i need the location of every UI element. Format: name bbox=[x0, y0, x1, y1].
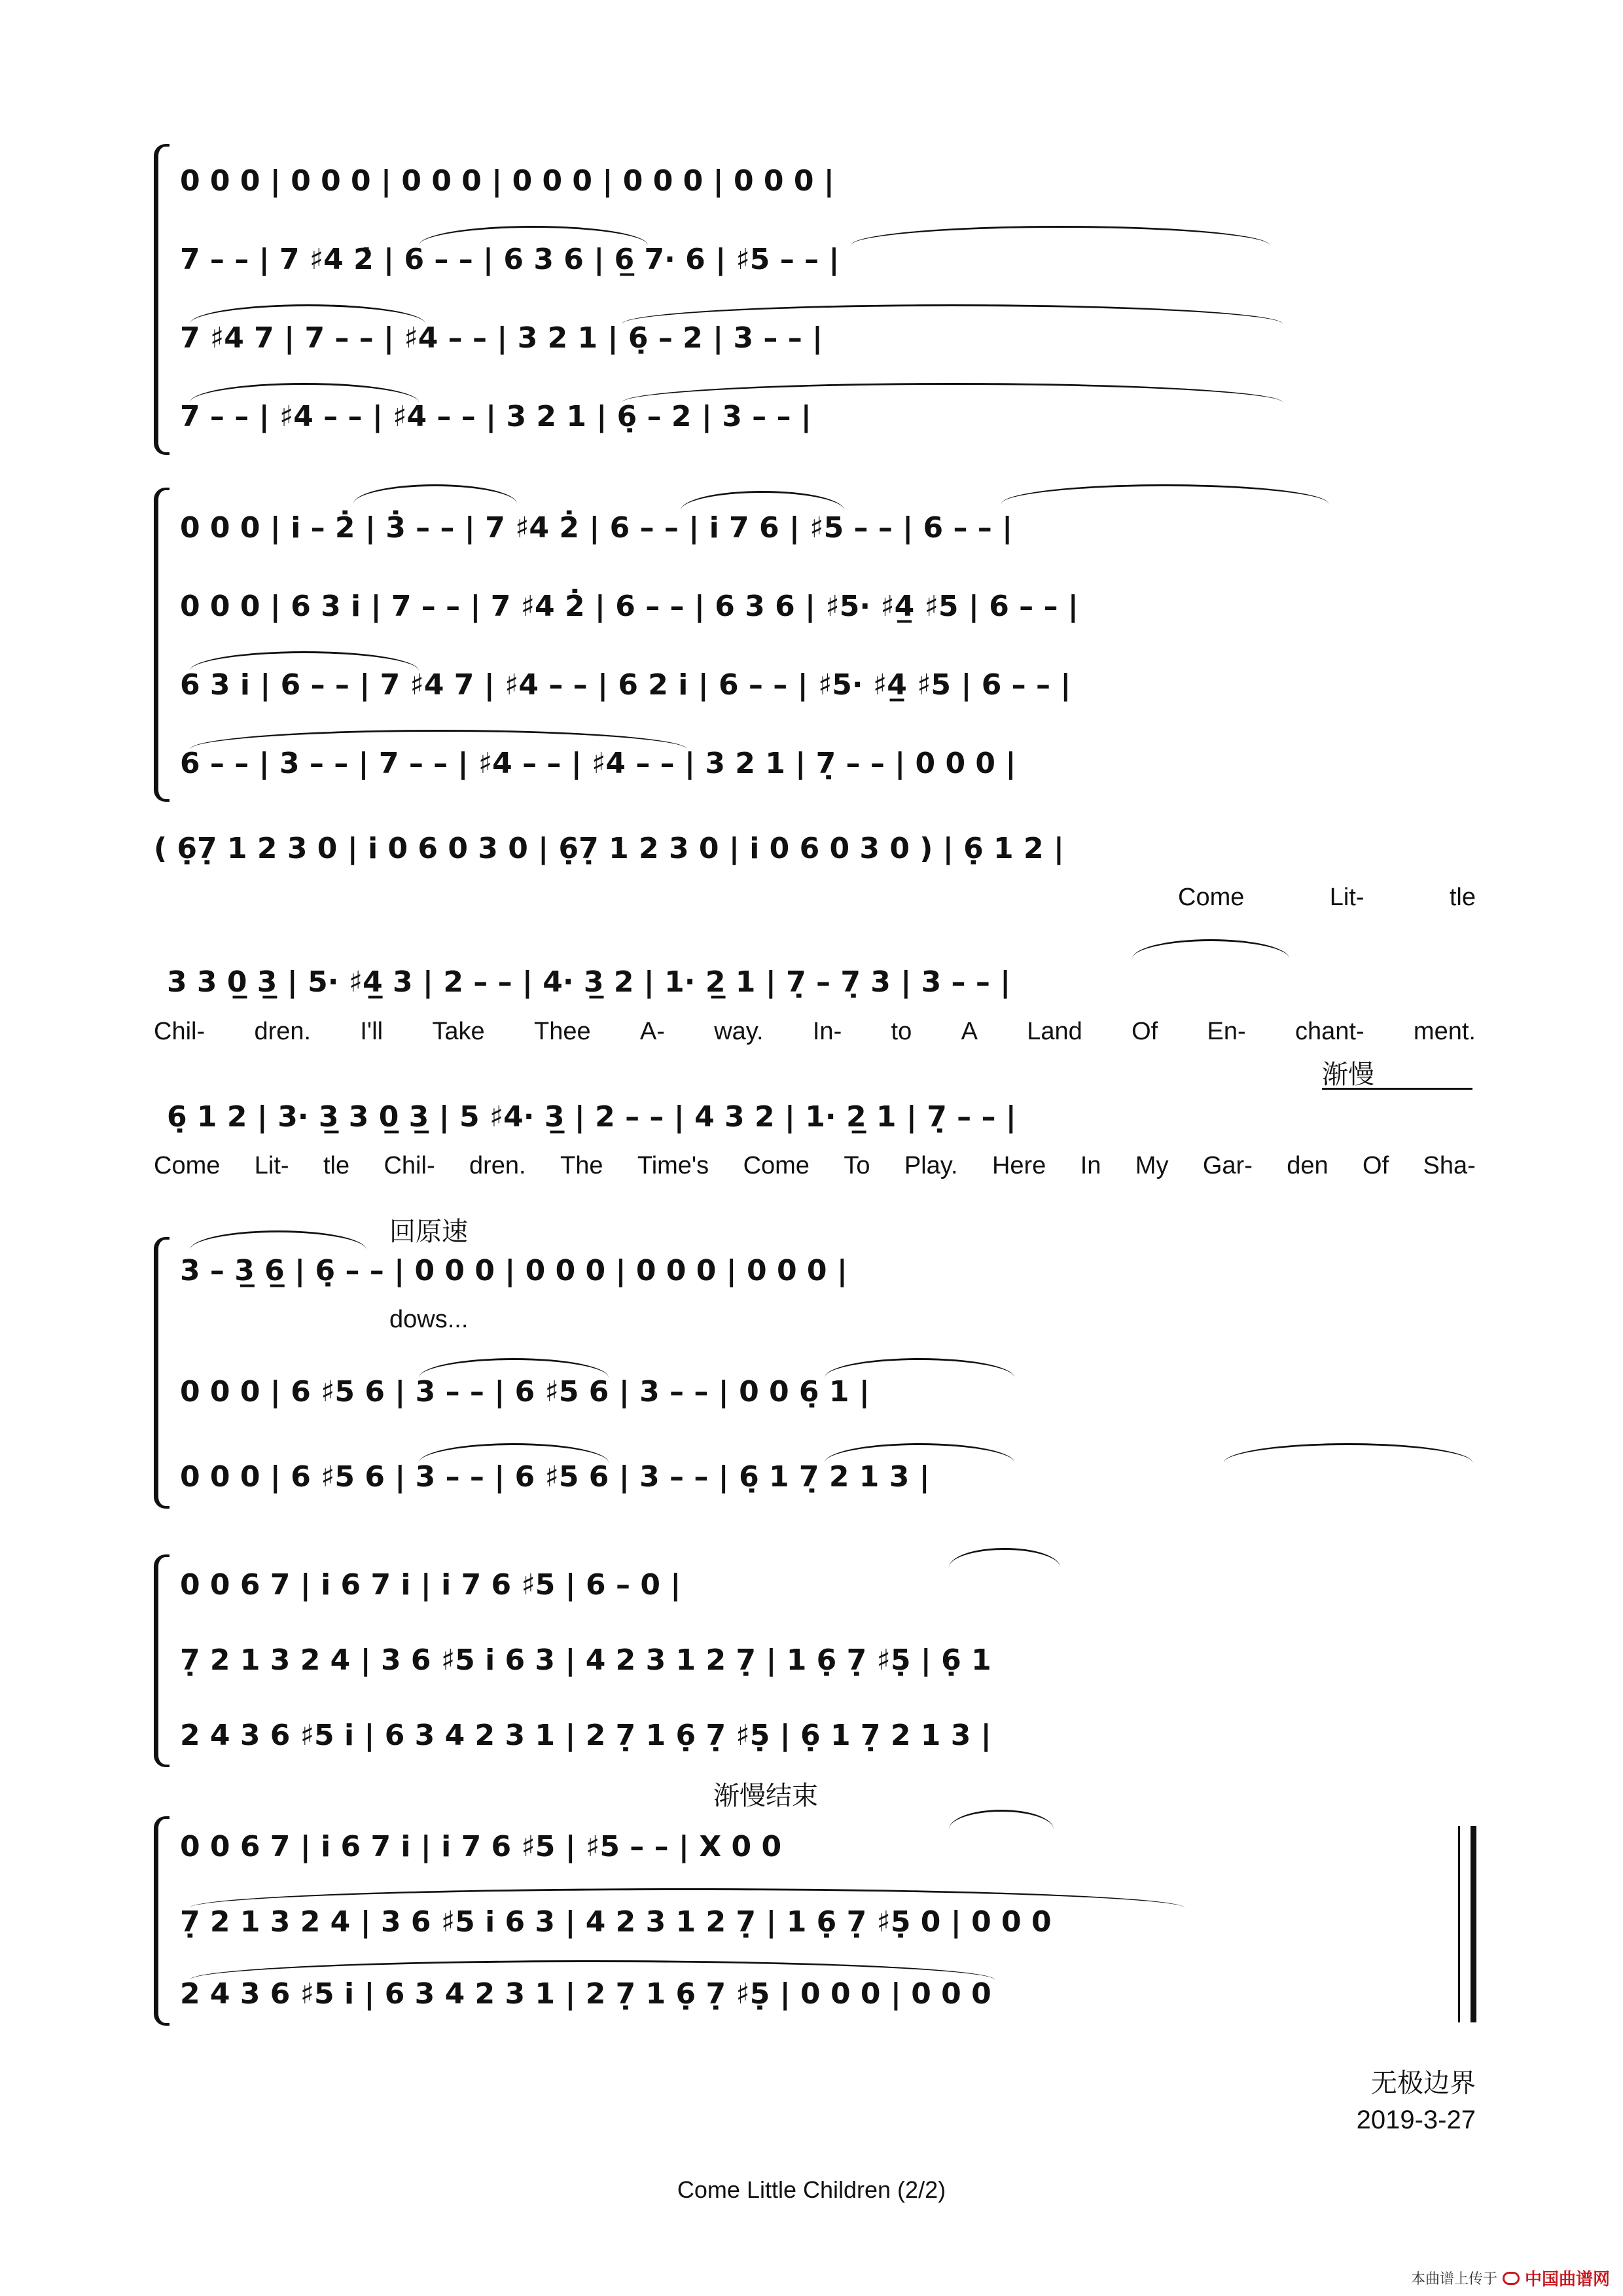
slur bbox=[825, 1358, 1014, 1378]
lyric-syllable: dren. bbox=[469, 1151, 526, 1179]
watermark-prefix: 本曲谱上传于 bbox=[1410, 2271, 1497, 2287]
lyric-syllable: tle bbox=[323, 1151, 350, 1179]
score-row: 2 4 3 6 ♯5 i | 6 3 4 2 3 1 | 2 7̣ 1 6̣ 7̣ ♯5̣ | 0 0 0 | 0 0 0 bbox=[180, 1977, 991, 2011]
lyric-syllable: In bbox=[1080, 1151, 1101, 1179]
score-row: 2 4 3 6 ♯5 i | 6 3 4 2 3 1 | 2 7̣ 1 6̣ 7̣ ♯5̣ | 6̣ 1 7̣ 2 1 3 | bbox=[180, 1718, 991, 1752]
lyric-syllable: Of bbox=[1363, 1151, 1389, 1179]
score-row: 3 – 3̲ 6̲ | 6̣ – – | 0 0 0 | 0 0 0 | 0 0 0 | 0 0 0 | bbox=[180, 1253, 847, 1287]
lyric-syllable: To bbox=[844, 1151, 870, 1179]
author-signature bbox=[1357, 2065, 1476, 2138]
watermark-brand: 中国曲谱网 bbox=[1524, 2270, 1610, 2289]
slur bbox=[949, 1548, 1060, 1568]
slur bbox=[190, 1960, 995, 1980]
lyric-syllable: Gar- bbox=[1202, 1151, 1253, 1179]
score-row: 7̣ 2 1 3 2 4 | 3 6 ♯5 i 6 3 | 4 2 3 1 2 7̣ | 1 6̣ 7̣ ♯5̣ 0 | 0 0 0 bbox=[180, 1905, 1052, 1939]
lyric-syllable: Play. bbox=[904, 1151, 958, 1179]
lyric-syllable: Of bbox=[1132, 1017, 1158, 1045]
system-bracket bbox=[154, 1816, 169, 2026]
score-row: 6 3 i | 6 – – | 7 ♯4 7 | ♯4 – – | 6 2 i | 6 – – | ♯5· ♯4̲ ♯5 | 6 – – | bbox=[180, 668, 1071, 702]
lyric-syllable: Come bbox=[743, 1151, 810, 1179]
slur bbox=[949, 1810, 1054, 1829]
lyric-syllable: Time's bbox=[637, 1151, 709, 1179]
slur bbox=[681, 491, 844, 511]
lyric-syllable: ment. bbox=[1413, 1017, 1476, 1045]
slur bbox=[825, 1443, 1014, 1463]
score-row: ( 6̣7̣ 1 2 3 0 | i 0 6 0 3 0 | 6̣7̣ 1 2 3 0 | i 0 6 0 3 0 ) | 6̣ 1 2 | bbox=[154, 831, 1064, 865]
slur bbox=[190, 651, 419, 671]
lyric-syllable: Land bbox=[1027, 1017, 1082, 1045]
score-row: 6 – – | 3 – – | 7 – – | ♯4 – – | ♯4 – – | 3 2 1 | 7̣ – – | 0 0 0 | bbox=[180, 746, 1016, 780]
site-watermark bbox=[1411, 2266, 1610, 2290]
lyric-syllable: Come bbox=[1178, 883, 1245, 911]
score-row: 0 0 0 | 6 3 i | 7 – – | 7 ♯4 2̇ | 6 – – | 6 3 6 | ♯5· ♯4̲ ♯5 | 6 – – | bbox=[180, 589, 1079, 623]
lyric-syllable: Thee bbox=[533, 1017, 591, 1045]
slur bbox=[419, 1358, 609, 1378]
lyric-syllable: dren. bbox=[254, 1017, 312, 1045]
slur bbox=[353, 484, 517, 504]
slur bbox=[190, 1888, 1185, 1908]
slur bbox=[1224, 1443, 1472, 1463]
system-bracket bbox=[154, 144, 169, 455]
lyric-syllable: In- bbox=[812, 1017, 842, 1045]
lyric-syllable: Here bbox=[991, 1151, 1046, 1179]
final-barline bbox=[1454, 1826, 1476, 2022]
lyric-syllable: Sha- bbox=[1423, 1151, 1476, 1179]
lyric-syllable: Take bbox=[432, 1017, 485, 1045]
score-row: 0 0 0 | 6 ♯5 6 | 3 – – | 6 ♯5 6 | 3 – – | 6̣ 1 7̣ 2 1 3 | bbox=[180, 1460, 930, 1494]
slur bbox=[622, 304, 1283, 324]
lyric-syllable: Lit- bbox=[1329, 883, 1364, 911]
slur bbox=[190, 383, 419, 403]
lyric-syllable: way. bbox=[714, 1017, 764, 1045]
site-logo-icon bbox=[1503, 2272, 1520, 2285]
score-row: 7 – – | 7 ♯4 2̇ | 6 – – | 6 3 6 | 6̲ 7· 6 | ♯5 – – | bbox=[180, 242, 840, 276]
slur bbox=[1132, 939, 1289, 959]
lyric-syllable: den bbox=[1287, 1151, 1329, 1179]
slur bbox=[190, 304, 425, 324]
score-row: 0 0 6 7 | i 6 7 i | i 7 6 ♯5 | 6 – 0 | bbox=[180, 1568, 681, 1602]
lyric-syllable: tle bbox=[1449, 883, 1476, 911]
lyric-line bbox=[154, 1014, 1476, 1049]
score-row: 7 – – | ♯4 – – | ♯4 – – | 3 2 1 | 6̣ – 2 | 3 – – | bbox=[180, 399, 812, 433]
lyric-syllable: A bbox=[961, 1017, 978, 1045]
slur bbox=[419, 1443, 609, 1463]
lyric-syllable: to bbox=[891, 1017, 912, 1045]
score-row: 7̣ 2 1 3 2 4 | 3 6 ♯5 i 6 3 | 4 2 3 1 2 7̣ | 1 6̣ 7̣ ♯5̣ | 6̣ 1 bbox=[180, 1643, 991, 1677]
score-row: 0 0 6 7 | i 6 7 i | i 7 6 ♯5 | ♯5 – – | X 0 0 bbox=[180, 1829, 782, 1863]
lyric-syllable: chant- bbox=[1294, 1017, 1364, 1045]
slur bbox=[1001, 484, 1329, 504]
lyric-syllable: dows... bbox=[389, 1306, 469, 1333]
score-row: 0 0 0 | 0 0 0 | 0 0 0 | 0 0 0 | 0 0 0 | 0 0 0 | bbox=[180, 164, 834, 198]
score-row: 3 3 0̲ 3̲ | 5· ♯4̲ 3 | 2 – – | 4· 3̲ 2 | 1· 2̲ 1 | 7̣ – 7̣ 3 | 3 – – | bbox=[167, 965, 1011, 999]
slur bbox=[190, 730, 687, 749]
tempo-extension-line bbox=[1322, 1088, 1472, 1090]
lyric-line bbox=[154, 1149, 1476, 1183]
signature-date: 2019-3-27 bbox=[1356, 2106, 1476, 2134]
score-row: 6̣ 1 2 | 3· 3̲ 3 0̲ 3̲ | 5 ♯4· 3̲ | 2 – – | 4 3 2 | 1· 2̲ 1 | 7̣ – – | bbox=[167, 1100, 1016, 1134]
slur bbox=[622, 383, 1283, 403]
page-footer-title: Come Little Children (2/2) bbox=[677, 2176, 946, 2203]
lyric-line bbox=[1178, 880, 1476, 914]
lyric-syllable: A- bbox=[639, 1017, 665, 1045]
tempo-mark-a-tempo: 回原速 bbox=[389, 1217, 468, 1246]
lyric-syllable: En- bbox=[1207, 1017, 1246, 1045]
lyric-syllable: Lit- bbox=[254, 1151, 289, 1179]
slur bbox=[851, 226, 1270, 245]
lyric-syllable: Come bbox=[154, 1151, 221, 1179]
author-name: 无极边界 bbox=[1371, 2069, 1476, 2098]
slur bbox=[419, 226, 648, 245]
system-bracket bbox=[154, 488, 169, 802]
tempo-mark-ritardando: 渐慢 bbox=[1322, 1060, 1374, 1089]
lyric-syllable: Chil- bbox=[383, 1151, 435, 1179]
lyric-syllable: My bbox=[1135, 1151, 1169, 1179]
score-row: 0 0 0 | i – 2̇ | 3̇ – – | 7 ♯4 2̇ | 6 – – | i 7 6 | ♯5 – – | 6 – – | bbox=[180, 511, 1013, 545]
lyric-syllable: Chil- bbox=[154, 1017, 205, 1045]
score-row: 0 0 0 | 6 ♯5 6 | 3 – – | 6 ♯5 6 | 3 – – | 0 0 6̣ 1 | bbox=[180, 1374, 870, 1408]
lyric-syllable: I'll bbox=[360, 1017, 383, 1045]
system-bracket bbox=[154, 1554, 169, 1767]
score-row: 7 ♯4 7 | 7 – – | ♯4 – – | 3 2 1 | 6̣ – 2 | 3 – – | bbox=[180, 321, 823, 355]
system-bracket bbox=[154, 1237, 169, 1509]
lyric-syllable: The bbox=[560, 1151, 603, 1179]
tempo-mark-ritardando-end: 渐慢结束 bbox=[713, 1782, 818, 1810]
